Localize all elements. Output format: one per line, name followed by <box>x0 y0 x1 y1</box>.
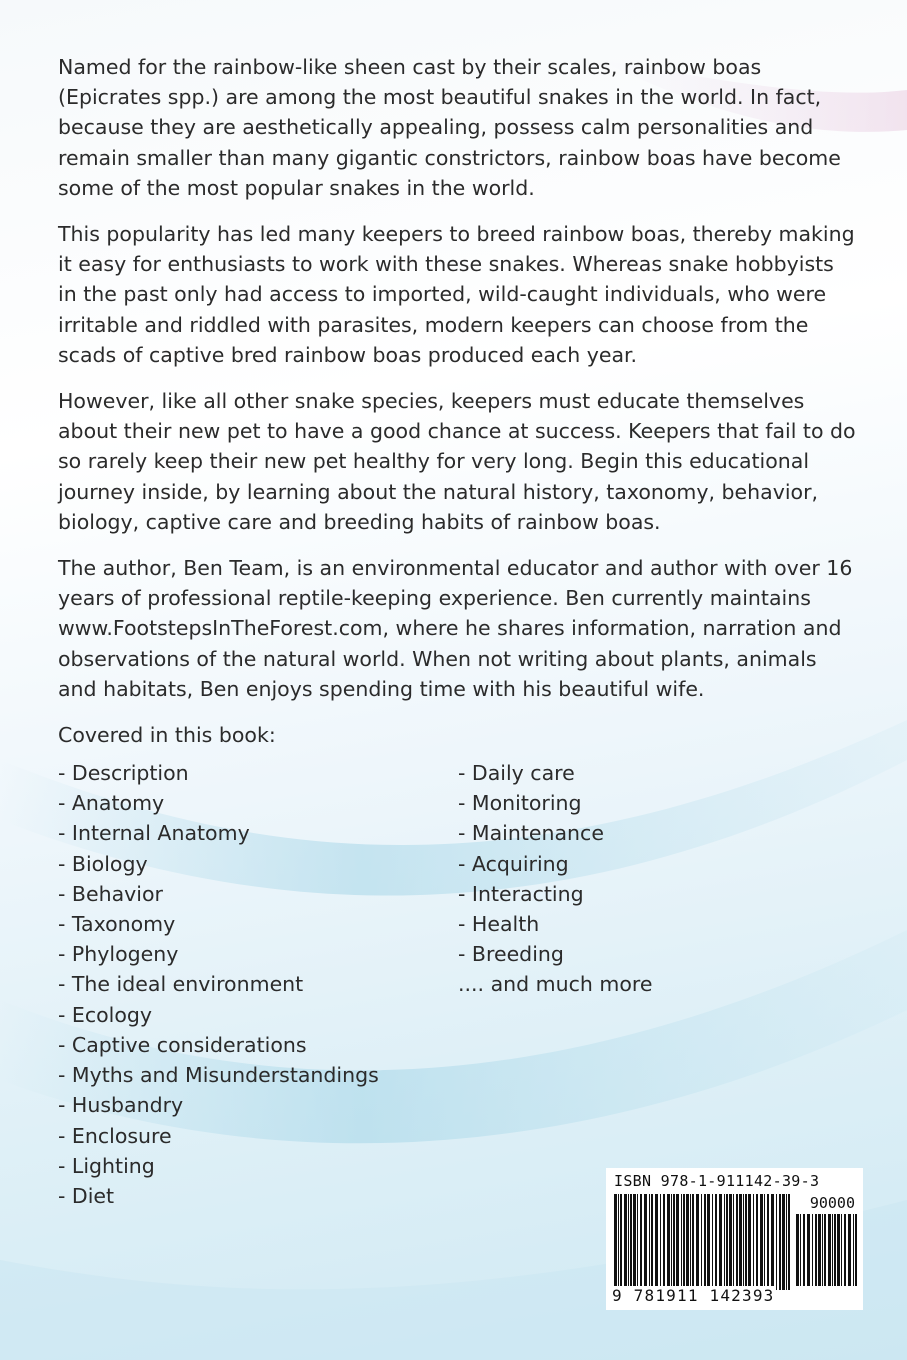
barcode-bar <box>692 1194 694 1290</box>
list-item: - Internal Anatomy <box>58 821 250 846</box>
paragraph-popularity: This popularity has led many keepers to breed rainbow boas, thereby making it easy for enthusiasts to work with these snakes. Whereas snake hobbyists in the past only had access to imported, wild-caught individuals, who were irritable and riddled with parasites, modern keepers can choose from the scads of captive bred rainbow boas produced each year. <box>58 222 855 367</box>
barcode-bar <box>690 1194 691 1290</box>
list-item: - Husbandry <box>58 1093 184 1118</box>
barcode-bar <box>822 1214 823 1286</box>
list-item: - Breeding <box>458 942 564 967</box>
barcode-bar <box>660 1194 661 1290</box>
list-item: - Anatomy <box>58 791 165 816</box>
list-item: - Enclosure <box>58 1123 172 1148</box>
barcode-bar <box>815 1214 817 1286</box>
covered-list-right <box>458 758 838 1211</box>
barcode-bar <box>712 1194 713 1290</box>
barcode-bar <box>707 1194 710 1290</box>
barcode-bar <box>779 1194 781 1290</box>
isbn-label: ISBN 978-1-911142-39-3 <box>614 1172 820 1190</box>
barcode-bar <box>736 1194 738 1290</box>
list-item: - Description <box>58 761 189 786</box>
barcode-bar <box>841 1214 842 1286</box>
barcode-bar <box>796 1214 799 1286</box>
barcode-bar <box>701 1194 702 1290</box>
barcode-bar <box>837 1214 840 1286</box>
list-item: - Taxonomy <box>58 912 176 937</box>
covered-heading: Covered in this book: <box>58 723 276 748</box>
barcode-bar <box>673 1194 675 1290</box>
barcode-bar <box>663 1194 665 1290</box>
paragraph-author: The author, Ben Team, is an environmental educator and author with over 16 years of professional reptile-keeping experience. Ben currently maintains www.FootstepsInTheForest.com, where he shares information, narration and observations of the natural world. When not writing about plants, animals and habitats, Ben enjoys spending time with his beautiful wife. <box>58 556 853 701</box>
list-item: - Health <box>458 912 540 937</box>
barcode-bar <box>640 1194 642 1290</box>
barcode-bar <box>715 1194 717 1290</box>
list-item: - Monitoring <box>458 791 582 816</box>
barcode-bar <box>649 1194 650 1290</box>
barcode-bar <box>748 1194 751 1290</box>
list-item: - Captive considerations <box>58 1032 307 1057</box>
list-item: - Interacting <box>458 881 584 906</box>
barcode-bars-addon <box>796 1214 858 1286</box>
barcode-bar <box>760 1194 763 1290</box>
list-item: - Maintenance <box>458 821 604 846</box>
barcode-bar <box>624 1194 627 1290</box>
list-item: - Acquiring <box>458 851 569 876</box>
barcode-bar <box>818 1214 821 1286</box>
covered-list-left <box>58 758 458 1211</box>
barcode-bar <box>764 1194 765 1290</box>
barcode-bar <box>733 1194 734 1290</box>
barcode-bar <box>628 1194 629 1290</box>
barcode-bar <box>807 1214 810 1286</box>
barcode-bar <box>644 1194 647 1290</box>
barcode-bar <box>620 1194 622 1290</box>
barcode-bar <box>686 1194 689 1290</box>
barcode-bar <box>618 1194 619 1290</box>
list-item: - Behavior <box>58 881 163 906</box>
paragraph-education: However, like all other snake species, keepers must educate themselves about their new pet to have a good chance at success. Keepers that fail to do so rarely keep their new pet healthy for very long. Begin this educational journey inside, by learning about the natural history, taxonomy, behavior, biology, captive care and breeding habits of rainbow boas. <box>58 389 856 534</box>
barcode-bar <box>828 1214 831 1286</box>
list-item: - Phylogeny <box>58 942 179 967</box>
barcode-bar <box>671 1194 672 1290</box>
covered-list <box>58 758 858 1211</box>
barcode-bar <box>753 1194 754 1290</box>
barcode-bar <box>743 1194 744 1290</box>
price-code: 90000 <box>809 1194 855 1212</box>
barcode-bar <box>800 1214 801 1286</box>
barcode-bar <box>683 1194 685 1290</box>
barcode-digits: 9 781911 142393 <box>612 1286 775 1305</box>
barcode-bar <box>633 1194 636 1290</box>
isbn-barcode <box>606 1168 863 1310</box>
barcode-bar <box>667 1194 670 1290</box>
barcode-bar <box>724 1194 725 1290</box>
barcode-bar <box>704 1194 706 1290</box>
list-item: - Biology <box>58 851 148 876</box>
barcode-bar <box>719 1194 722 1290</box>
barcode-bar <box>729 1194 732 1290</box>
barcode-bar <box>739 1194 742 1290</box>
list-item: - Myths and Misunderstandings <box>58 1063 379 1088</box>
barcode-bar <box>782 1194 785 1290</box>
barcode-bar <box>614 1194 617 1290</box>
paragraph-intro: Named for the rainbow-like sheen cast by their scales, rainbow boas (Epicrates spp.) are among the most beautiful snakes in the world. In fact, because they are aesthetically appealing, possess calm personalities and remain smaller than many gigantic constrictors, rainbow boas have become some of the most popular snakes in the world. <box>58 55 841 200</box>
barcode-bar <box>771 1194 774 1290</box>
barcode-bar <box>855 1214 857 1286</box>
barcode-bar <box>655 1194 658 1290</box>
barcode-bars-main <box>614 1194 792 1290</box>
barcode-bar <box>726 1194 728 1290</box>
list-item: - Diet <box>58 1183 115 1208</box>
barcode-bar <box>834 1214 836 1286</box>
list-item: - Ecology <box>58 1002 153 1027</box>
barcode-bar <box>637 1194 638 1290</box>
list-item: .... and much more <box>458 972 653 997</box>
barcode-bar <box>844 1214 846 1286</box>
barcode-bar <box>696 1194 699 1290</box>
barcode-bar <box>786 1194 787 1290</box>
barcode-bar <box>776 1194 777 1290</box>
barcode-bar <box>788 1194 790 1290</box>
list-item: - Lighting <box>58 1153 155 1178</box>
back-cover-text <box>58 52 858 1211</box>
barcode-bar <box>745 1194 747 1290</box>
barcode-bar <box>803 1214 805 1286</box>
barcode-bar <box>651 1194 653 1290</box>
barcode-bar <box>832 1214 833 1286</box>
barcode-bar <box>812 1214 813 1286</box>
barcode-bar <box>756 1194 758 1290</box>
barcode-bar <box>853 1214 854 1286</box>
barcode-bar <box>630 1194 632 1290</box>
barcode-bar <box>848 1214 851 1286</box>
barcode-bar <box>767 1194 769 1290</box>
barcode-bar <box>681 1194 682 1290</box>
barcode-bar <box>676 1194 679 1290</box>
list-item: - Daily care <box>458 761 575 786</box>
list-item: - The ideal environment <box>58 972 304 997</box>
barcode-bar <box>824 1214 826 1286</box>
